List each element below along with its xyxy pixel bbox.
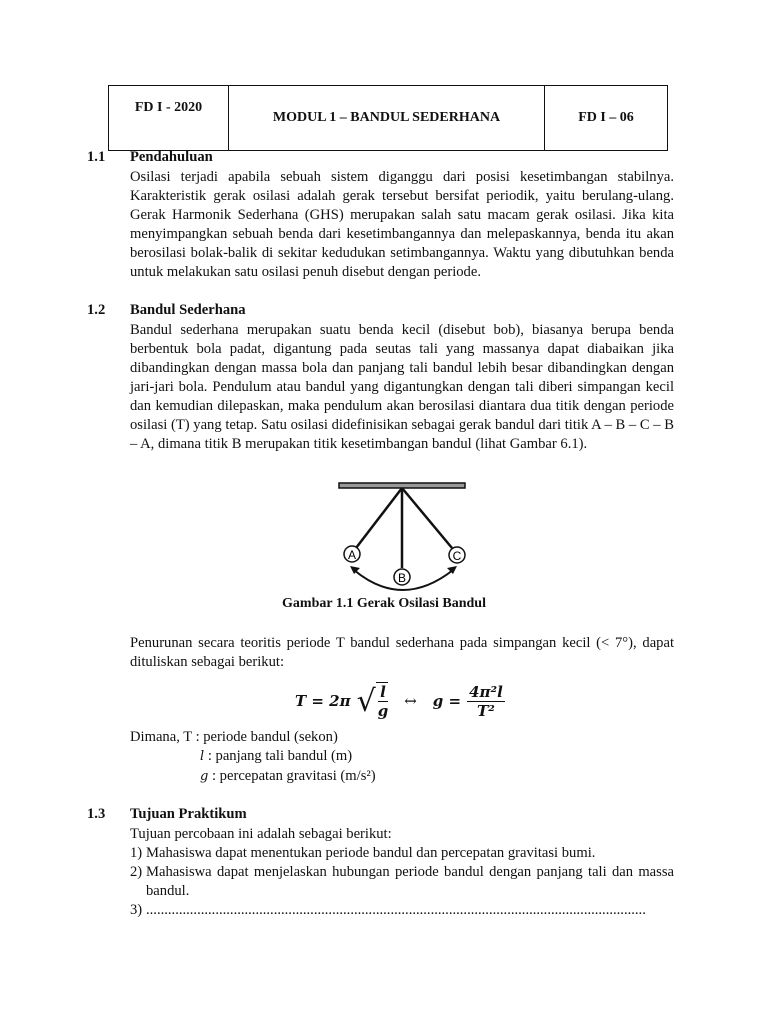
derivation-intro: Penurunan secara teoritis periode T bandul sederhana pada simpangan kecil (< 7°), dapat dituliskan sebagai berikut: — [130, 635, 674, 670]
section-heading-1-1: 1.1 Pendahuluan — [87, 149, 213, 165]
point-b — [394, 569, 410, 585]
header-table — [108, 85, 668, 151]
definition-T: Dimana, T : periode bandul (sekon) — [130, 729, 338, 745]
objectives-list — [130, 825, 674, 920]
section-heading-1-2: 1.2 Bandul Sederhana — [87, 302, 246, 318]
point-c — [449, 547, 465, 563]
objectives-intro: Tujuan percobaan ini adalah sebagai berikut: — [130, 826, 392, 842]
svg-text:A: A — [347, 548, 357, 562]
period-formula: T = 2π √ $\frac{l}{g}$ ↔ g = $\frac{\text{4π²l}}{\text{T²}}$ — [295, 682, 503, 720]
header-left: FD I - 2020 — [109, 86, 229, 151]
pendulum-figure — [310, 470, 490, 595]
section-1-2-body: Bandul sederhana merupakan suatu benda kecil (disebut bob), biasanya berupa benda berbentuk bola padat, digantung pada seutas tali yang massanya dapat diabaikan jika dibandingkan dengan massa bola dan panjang tali bandul lebih besar dibandingkan dengan jari-jari bola. Pendulum atau bandul yang digantungkan dengan tali diberi simpangan kecil dan kemudian dilepaskan, maka pendulum akan berosilasi diantara dua titik dengan periode osilasi (T) yang tetap. Satu osilasi didefinisikan sebagai gerak bandul dari titik A – B – C – B – A, dimana titik B merupakan titik kesetimbangan bandul (lihat Gambar 6.1). — [130, 322, 674, 452]
definition-g: g : percepatan gravitasi (m/s²) — [200, 768, 376, 784]
figure-caption: Gambar 1.1 Gerak Osilasi Bandul — [282, 596, 486, 611]
list-item: 2) Mahasiswa dapat menjelaskan hubungan periode bandul dengan panjang tali dan massa bandul. — [130, 864, 674, 899]
point-a — [344, 546, 360, 562]
section-heading-1-3: 1.3 Tujuan Praktikum — [87, 806, 247, 822]
svg-text:C: C — [452, 549, 462, 563]
header-title: MODUL 1 – BANDUL SEDERHANA — [229, 86, 545, 151]
list-item: 3) ......................................................................................................................................... — [130, 902, 646, 918]
definition-l: l : panjang tali bandul (m) — [200, 748, 353, 764]
svg-text:B: B — [397, 571, 407, 585]
list-item: 1) Mahasiswa dapat menentukan periode bandul dan percepatan gravitasi bumi. — [130, 845, 596, 861]
section-1-1-body: Osilasi terjadi apabila sebuah sistem diganggu dari posisi kesetimbangan stabilnya. Karakteristik gerak osilasi adalah gerak tersebut bersifat periodik, yaitu berulang-ulang. Gerak Harmonik Sederhana (GHS) merupakan salah satu macam gerak osilasi. Jika kita menyimpangkan sebuah benda dari kesetimbangannya dan melepaskannya, benda itu akan berosilasi bolak-balik di sekitar kedudukan setimbangannya. Waktu yang dibutuhkan benda untuk melakukan satu osilasi penuh disebut dengan periode. — [130, 169, 674, 280]
header-right: FD I – 06 — [545, 86, 668, 151]
